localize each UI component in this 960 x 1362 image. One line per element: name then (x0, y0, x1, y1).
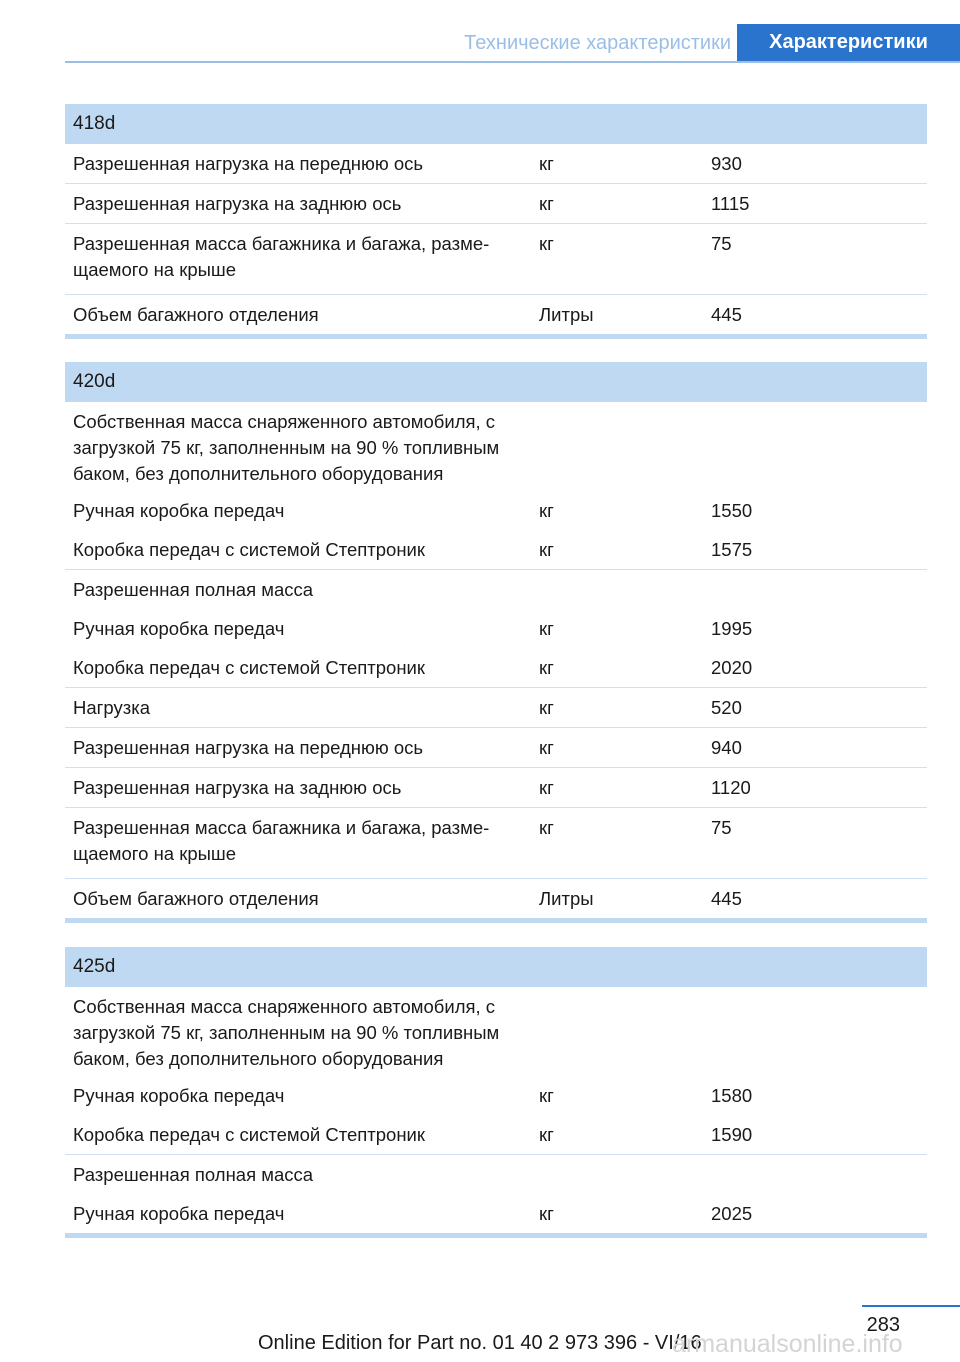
row-unit: Литры (539, 304, 594, 325)
row-unit (539, 1162, 711, 1188)
header-divider (65, 61, 960, 63)
table-row (65, 1076, 927, 1115)
table-row (65, 609, 927, 648)
row-value: 2020 (711, 657, 753, 678)
row-value (711, 577, 927, 603)
row-unit: Литры (539, 888, 594, 909)
row-label: Разрешенная нагрузка на заднюю ось (73, 193, 402, 214)
row-label: Ручная коробка передач (73, 500, 285, 521)
spec-table-418d (65, 104, 927, 339)
chapter-tab[interactable]: Характеристики (737, 24, 960, 61)
row-label: Разрешенная нагрузка на переднюю ось (73, 153, 424, 174)
spec-table-425d (65, 947, 927, 1238)
table-row (65, 184, 927, 224)
row-value: 1575 (711, 539, 753, 560)
table-row (65, 648, 927, 688)
row-value: 520 (711, 697, 742, 718)
row-label: Коробка передач с системой Стептроник (73, 1124, 425, 1145)
row-value: 1115 (711, 193, 750, 214)
row-unit: кг (539, 500, 554, 521)
row-label: Объем багажного отделения (73, 304, 319, 325)
row-label: Нагрузка (73, 697, 150, 718)
table-row (65, 879, 927, 918)
table-row (65, 728, 927, 768)
table-title: 420d (65, 362, 927, 402)
row-label: Ручная коробка передач (73, 618, 285, 639)
row-label: Ручная коробка передач (73, 1085, 285, 1106)
row-label: Собственная масса снаряженного автомобиля, с загрузкой 75 кг, заполненным на 90 % топливным баком, без дополнительного оборудования (73, 411, 500, 484)
table-row (65, 1115, 927, 1155)
row-unit: кг (539, 153, 554, 174)
row-unit: кг (539, 539, 554, 560)
table-row (65, 1194, 927, 1233)
row-unit: кг (539, 1085, 554, 1106)
table-row (65, 688, 927, 728)
row-unit: кг (539, 697, 554, 718)
row-label: Объем багажного отделения (73, 888, 319, 909)
row-label: Коробка передач с системой Стептроник (73, 657, 425, 678)
table-row (65, 491, 927, 530)
table-row (65, 295, 927, 334)
row-unit: кг (539, 1203, 554, 1224)
row-label: Собственная масса снаряженного автомобиля, с загрузкой 75 кг, заполненным на 90 % топливным баком, без дополнительного оборудования (73, 996, 500, 1069)
row-unit: кг (539, 233, 554, 254)
row-value: 445 (711, 304, 742, 325)
row-value: 1580 (711, 1085, 753, 1106)
edition-note: Online Edition for Part no. 01 40 2 973 396 - VI/16 (258, 1332, 702, 1354)
row-label: Разрешенная полная масса (73, 1164, 314, 1185)
row-value: 445 (711, 888, 742, 909)
table-row (65, 224, 927, 295)
table-end-rule (65, 334, 927, 339)
table-title: 425d (65, 947, 927, 987)
page-number-rule (862, 1305, 960, 1307)
table-row (65, 530, 927, 570)
row-label: Разрешенная нагрузка на переднюю ось (73, 737, 424, 758)
row-label: Разрешенная полная масса (73, 579, 314, 600)
row-label: Разрешенная нагрузка на заднюю ось (73, 777, 402, 798)
section-title: Технические характеристики (464, 32, 731, 54)
row-label: Коробка передач с системой Стептроник (73, 539, 425, 560)
row-label: Ручная коробка передач (73, 1203, 285, 1224)
watermark: armanualsonline.info (672, 1330, 903, 1358)
row-value (711, 994, 927, 1072)
row-value: 940 (711, 737, 742, 758)
row-unit: кг (539, 1124, 554, 1145)
page-number: 283 (866, 1314, 900, 1336)
row-value: 930 (711, 153, 742, 174)
row-label: Разрешенная масса багажника и багажа, разме- щаемого на крыше (73, 817, 490, 864)
row-unit (539, 577, 711, 603)
table-row (65, 987, 927, 1076)
table-row (65, 768, 927, 808)
table-row (65, 402, 927, 491)
row-unit: кг (539, 777, 554, 798)
row-value (711, 1162, 927, 1188)
row-unit: кг (539, 657, 554, 678)
table-row (65, 570, 927, 609)
table-end-rule (65, 918, 927, 923)
row-value: 75 (711, 817, 732, 838)
row-unit: кг (539, 737, 554, 758)
row-value: 75 (711, 233, 732, 254)
row-value: 2025 (711, 1203, 753, 1224)
row-unit (539, 409, 711, 487)
spec-table-420d (65, 362, 927, 923)
row-value: 1120 (711, 777, 751, 798)
row-value (711, 409, 927, 487)
table-row (65, 1155, 927, 1194)
table-end-rule (65, 1233, 927, 1238)
row-value: 1550 (711, 500, 753, 521)
row-value: 1590 (711, 1124, 753, 1145)
table-row (65, 808, 927, 879)
row-label: Разрешенная масса багажника и багажа, разме- щаемого на крыше (73, 233, 490, 280)
table-row (65, 144, 927, 184)
row-unit (539, 994, 711, 1072)
row-value: 1995 (711, 618, 753, 639)
row-unit: кг (539, 817, 554, 838)
row-unit: кг (539, 193, 554, 214)
table-title: 418d (65, 104, 927, 144)
row-unit: кг (539, 618, 554, 639)
